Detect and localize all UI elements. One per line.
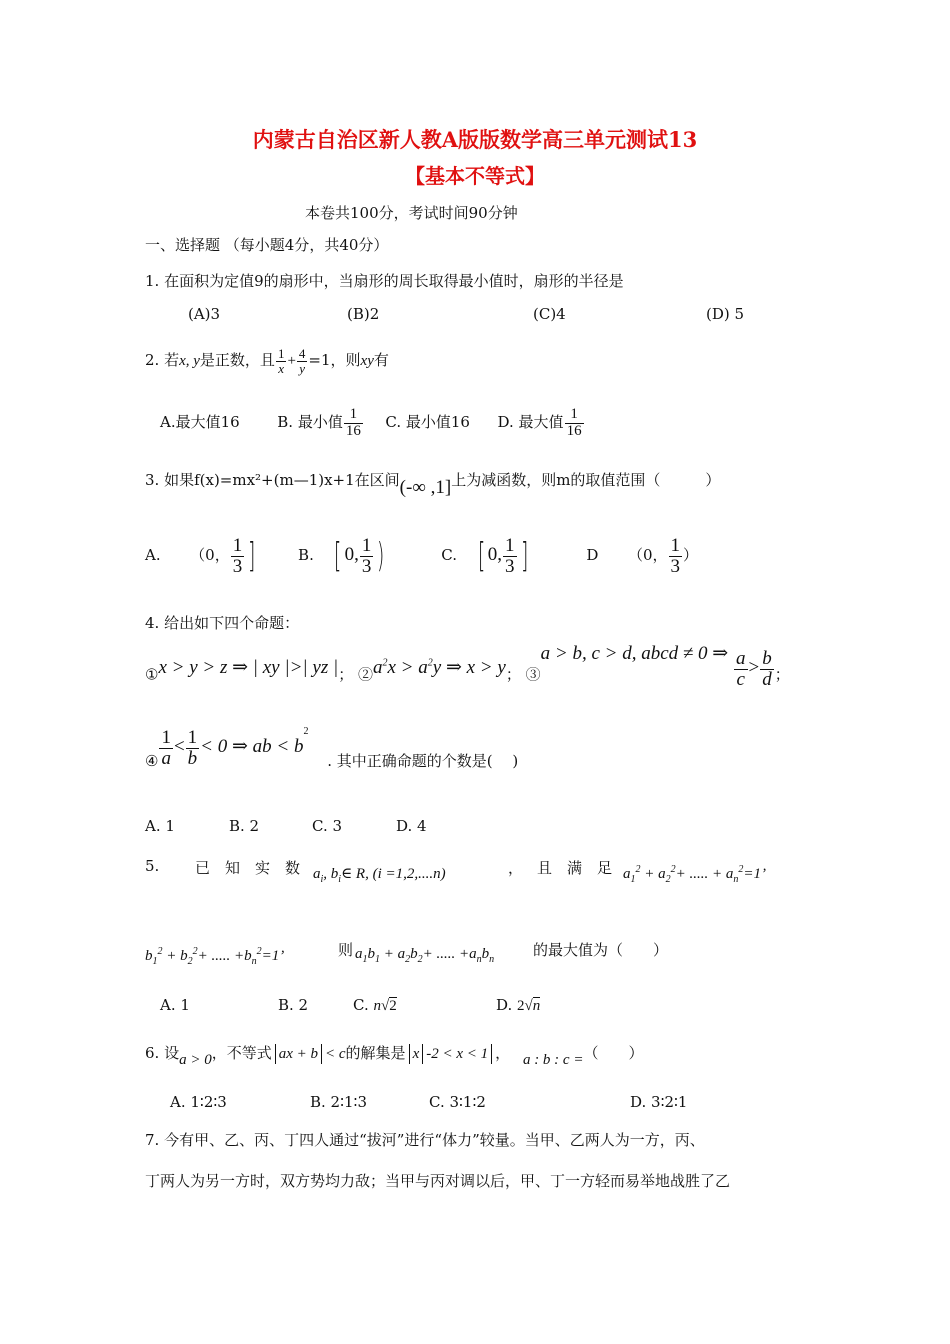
q2-frac-4y: $\frac{4}{y}$ xyxy=(298,345,306,376)
q3-option-a: A. xyxy=(145,546,161,564)
q6-option-d: D. 3∶2∶1 xyxy=(630,1093,688,1111)
q2-xy: xy xyxy=(360,353,374,369)
q4-prop-4: < 0 ⇒ ab < b xyxy=(200,736,304,757)
q4-prop-1: x > y > z ⇒ | xy |>| yz | xyxy=(158,657,339,679)
q6-option-c: C. 3∶1∶2 xyxy=(429,1093,486,1111)
q2-frac-b: $\frac{1}{16}$ xyxy=(345,405,361,439)
q3-stem: 3. 如果f(x)=mx²+(m—1)x+1在区间(-∞ ,1]上为减函数，则m的取值范围（ ） xyxy=(145,471,721,498)
q5-comma: ， xyxy=(508,859,524,877)
q4-stem: 4. 给出如下四个命题： xyxy=(145,614,300,632)
q4-option-c: C. 3 xyxy=(312,817,343,835)
q6-option-a: A. 1∶2∶3 xyxy=(170,1093,227,1111)
q5-max: 的最大值为（ ） xyxy=(533,941,669,959)
document-subtitle: 【基本不等式】 xyxy=(405,164,545,188)
q4-option-b: B. 2 xyxy=(229,817,260,835)
q3-interval: (-∞ ,1] xyxy=(399,477,452,498)
q4-option-a: A. 1 xyxy=(145,817,175,835)
q4-prop-3: a > b, c > d, abcd ≠ 0 ⇒ xyxy=(540,643,729,665)
q2-tail: =1，则 xyxy=(308,351,361,369)
q2-option-b: B. 最小值 xyxy=(277,413,343,431)
q3-option-d: D xyxy=(586,546,599,564)
section-heading: 一、选择题 （每小题4分，共40分） xyxy=(145,236,389,254)
q5-expr: $a_1b_1 + a_2b_2+$ ..... $+a_nb_n$ xyxy=(355,946,495,965)
q5-reals: $a_i$, $b_i\in$ R, (i =1,2,....n) xyxy=(313,866,446,885)
q7-line-2: 丁两人为另一方时，双方势均力敌；当甲与丙对调以后，甲、丁一方轻而易举地战胜了乙 xyxy=(145,1172,731,1190)
q2-frac-d: $\frac{1}{16}$ xyxy=(566,405,582,439)
q2-option-a: A.最大值16 xyxy=(160,413,240,431)
q3-option-c: C. xyxy=(441,546,457,564)
q3-options: A. （0， $\frac{1}{3}$ ] B. [ 0, $\frac{1}{3}$ ) C. [ 0, $\frac{1}{3}$ ] D （0， $\frac{1}{3}$ ） xyxy=(145,534,699,577)
q5-option-a: A. 1 xyxy=(160,996,190,1014)
q1-option-a: (A)3 xyxy=(188,305,221,323)
q2-options xyxy=(160,402,585,442)
q1-option-d: (D) 5 xyxy=(706,305,745,323)
exam-info: 本卷共100分，考试时间90分钟 xyxy=(305,204,518,222)
q5-option-b: B. 2 xyxy=(278,996,309,1014)
q7-line-1: 7. 今有甲、乙、丙、丁四人通过“拔河”进行“体力”较量。当甲、乙两人为一方，丙、 xyxy=(145,1131,705,1149)
q5-known: 已 知 实 数 xyxy=(195,859,301,877)
q5-sum-a: $a_1^2 + a_2^2+$ ..... + $a_n^2=1$’ xyxy=(623,864,766,885)
q6-option-b: B. 2∶1∶3 xyxy=(310,1093,367,1111)
q5-option-d: D. 2√n xyxy=(496,996,541,1014)
q6-stem: 6. 设a > 0，不等式 ax + b < c的解集是 x -2 < x < 1 ， a : b : c =（ ） xyxy=(145,1044,644,1068)
q4-question: . 其中正确命题的个数是( ) xyxy=(327,752,519,770)
q5-sum-b: $b_1^2 + b_2^2+$ ..... $+b_n^2=1$’ xyxy=(145,946,285,967)
q4-propositions-1-3: ①x > y > z ⇒ | xy |>| yz |； $②a^2x > a^2y$ ⇒ x > y； ③a > b, c > d, abcd ≠ 0 ⇒ $\frac{a}{c}$ > $\frac{b}{d}$ ； xyxy=(145,643,790,690)
q3-option-b: B. xyxy=(298,546,314,564)
q2-frac-1x: $\frac{1}{x}$ xyxy=(277,345,285,376)
q1-stem: 1. 在面积为定值9的扇形中，当扇形的周长取得最小值时，扇形的半径是 xyxy=(145,272,624,290)
q2-stem: 2. 若x, y是正数，且 $\frac{1}{x}$ + $\frac{4}{y}$ =1，则xy有 xyxy=(145,345,389,376)
q2-vars: x, y xyxy=(179,353,200,369)
q5-num: 5. xyxy=(145,857,160,875)
q2-option-d: D. 最大值 xyxy=(497,413,564,431)
q1-option-c: (C)4 xyxy=(533,305,566,323)
q5-then: 则 xyxy=(338,941,354,959)
document-title: 内蒙古自治区新人教A版版数学高三单元测试13 xyxy=(252,127,698,152)
q4-proposition-4: ④ $\frac{1}{a}$ < $\frac{1}{b}$ < 0 ⇒ ab < $b^2$ . 其中正确命题的个数是( ) xyxy=(145,726,519,770)
q5-cond: 且 满 足 xyxy=(537,859,613,877)
q4-prop-2: $a^2x > a^2y$ ⇒ x > y xyxy=(373,657,506,679)
q1-option-b: (B)2 xyxy=(347,305,380,323)
q2-option-c: C. 最小值16 xyxy=(385,413,470,431)
q4-option-d: D. 4 xyxy=(396,817,427,835)
q2-lead: 2. 若 xyxy=(145,351,180,369)
q2-mid: 是正数，且 xyxy=(199,351,275,369)
q5-option-c: C. n√2 xyxy=(353,996,397,1014)
